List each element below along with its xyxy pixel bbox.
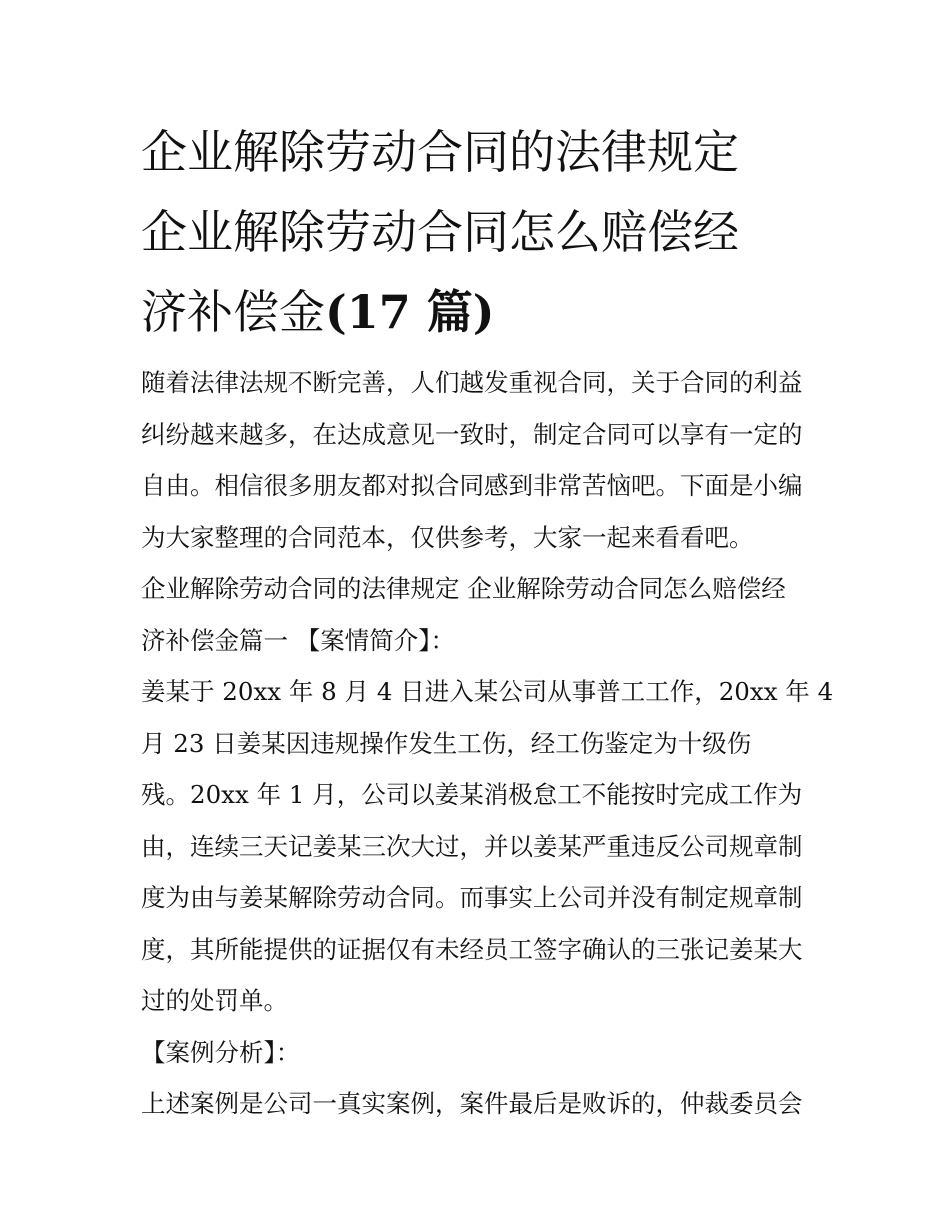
text-line: 由，连续三天记姜某三次大过，并以姜某严重违反公司规章制 [141,831,803,861]
text-line: 过的处罚单。 [141,986,288,1015]
document-title [141,112,813,352]
text-line: 企业解除劳动合同的法律规定 企业解除劳动合同怎么赔偿经 [141,574,786,603]
title-line-text: 济补偿金 [141,285,325,339]
text-line: 自由。相信很多朋友都对拟合同感到非常苦恼吧。下面是小编 [141,471,803,500]
text-line: 纠纷越来越多，在达成意见一致时，制定合同可以享有一定的 [141,419,803,449]
title-line: 企业解除劳动合同怎么赔偿经 [141,205,739,259]
text-line: 随着法律法规不断完善，人们越发重视合同，关于合同的利益 [141,368,803,397]
text-line: 度为由与姜某解除劳动合同。而事实上公司并没有制定规章制 [141,883,803,912]
intro-paragraph [141,357,813,563]
case-facts-paragraph [141,666,834,1027]
text-line: 济补偿金篇一 【案情简介】： [141,625,456,655]
document-content [141,112,834,1130]
title-line: 企业解除劳动合同的法律规定 [141,125,739,179]
analysis-paragraph [141,1078,813,1130]
text-line: 上述案例是公司一真实案例，案件最后是败诉的，仲裁委员会 [141,1089,803,1118]
section-heading-paragraph [141,563,813,666]
text-line: 【案例分析】： [141,1037,301,1067]
title-line [141,272,813,352]
text-line: 为大家整理的合同范本，仅供参考，大家一起来看看吧。 [141,522,754,552]
text-line: 残。20xx 年 1 月，公司以姜某消极怠工不能按时完成工作为 [141,780,803,809]
document-body [141,357,834,1130]
analysis-heading-paragraph [141,1027,813,1079]
text-line: 月 23 日姜某因违规操作发生工伤，经工伤鉴定为十级伤 [141,728,752,758]
title-count: (17 篇) [325,285,495,339]
text-line: 姜某于 20xx 年 8 月 4 日进入某公司从事普工工作，20xx 年 4 [141,677,834,706]
text-line: 度，其所能提供的证据仅有未经员工签字确认的三张记姜某大 [141,934,803,964]
